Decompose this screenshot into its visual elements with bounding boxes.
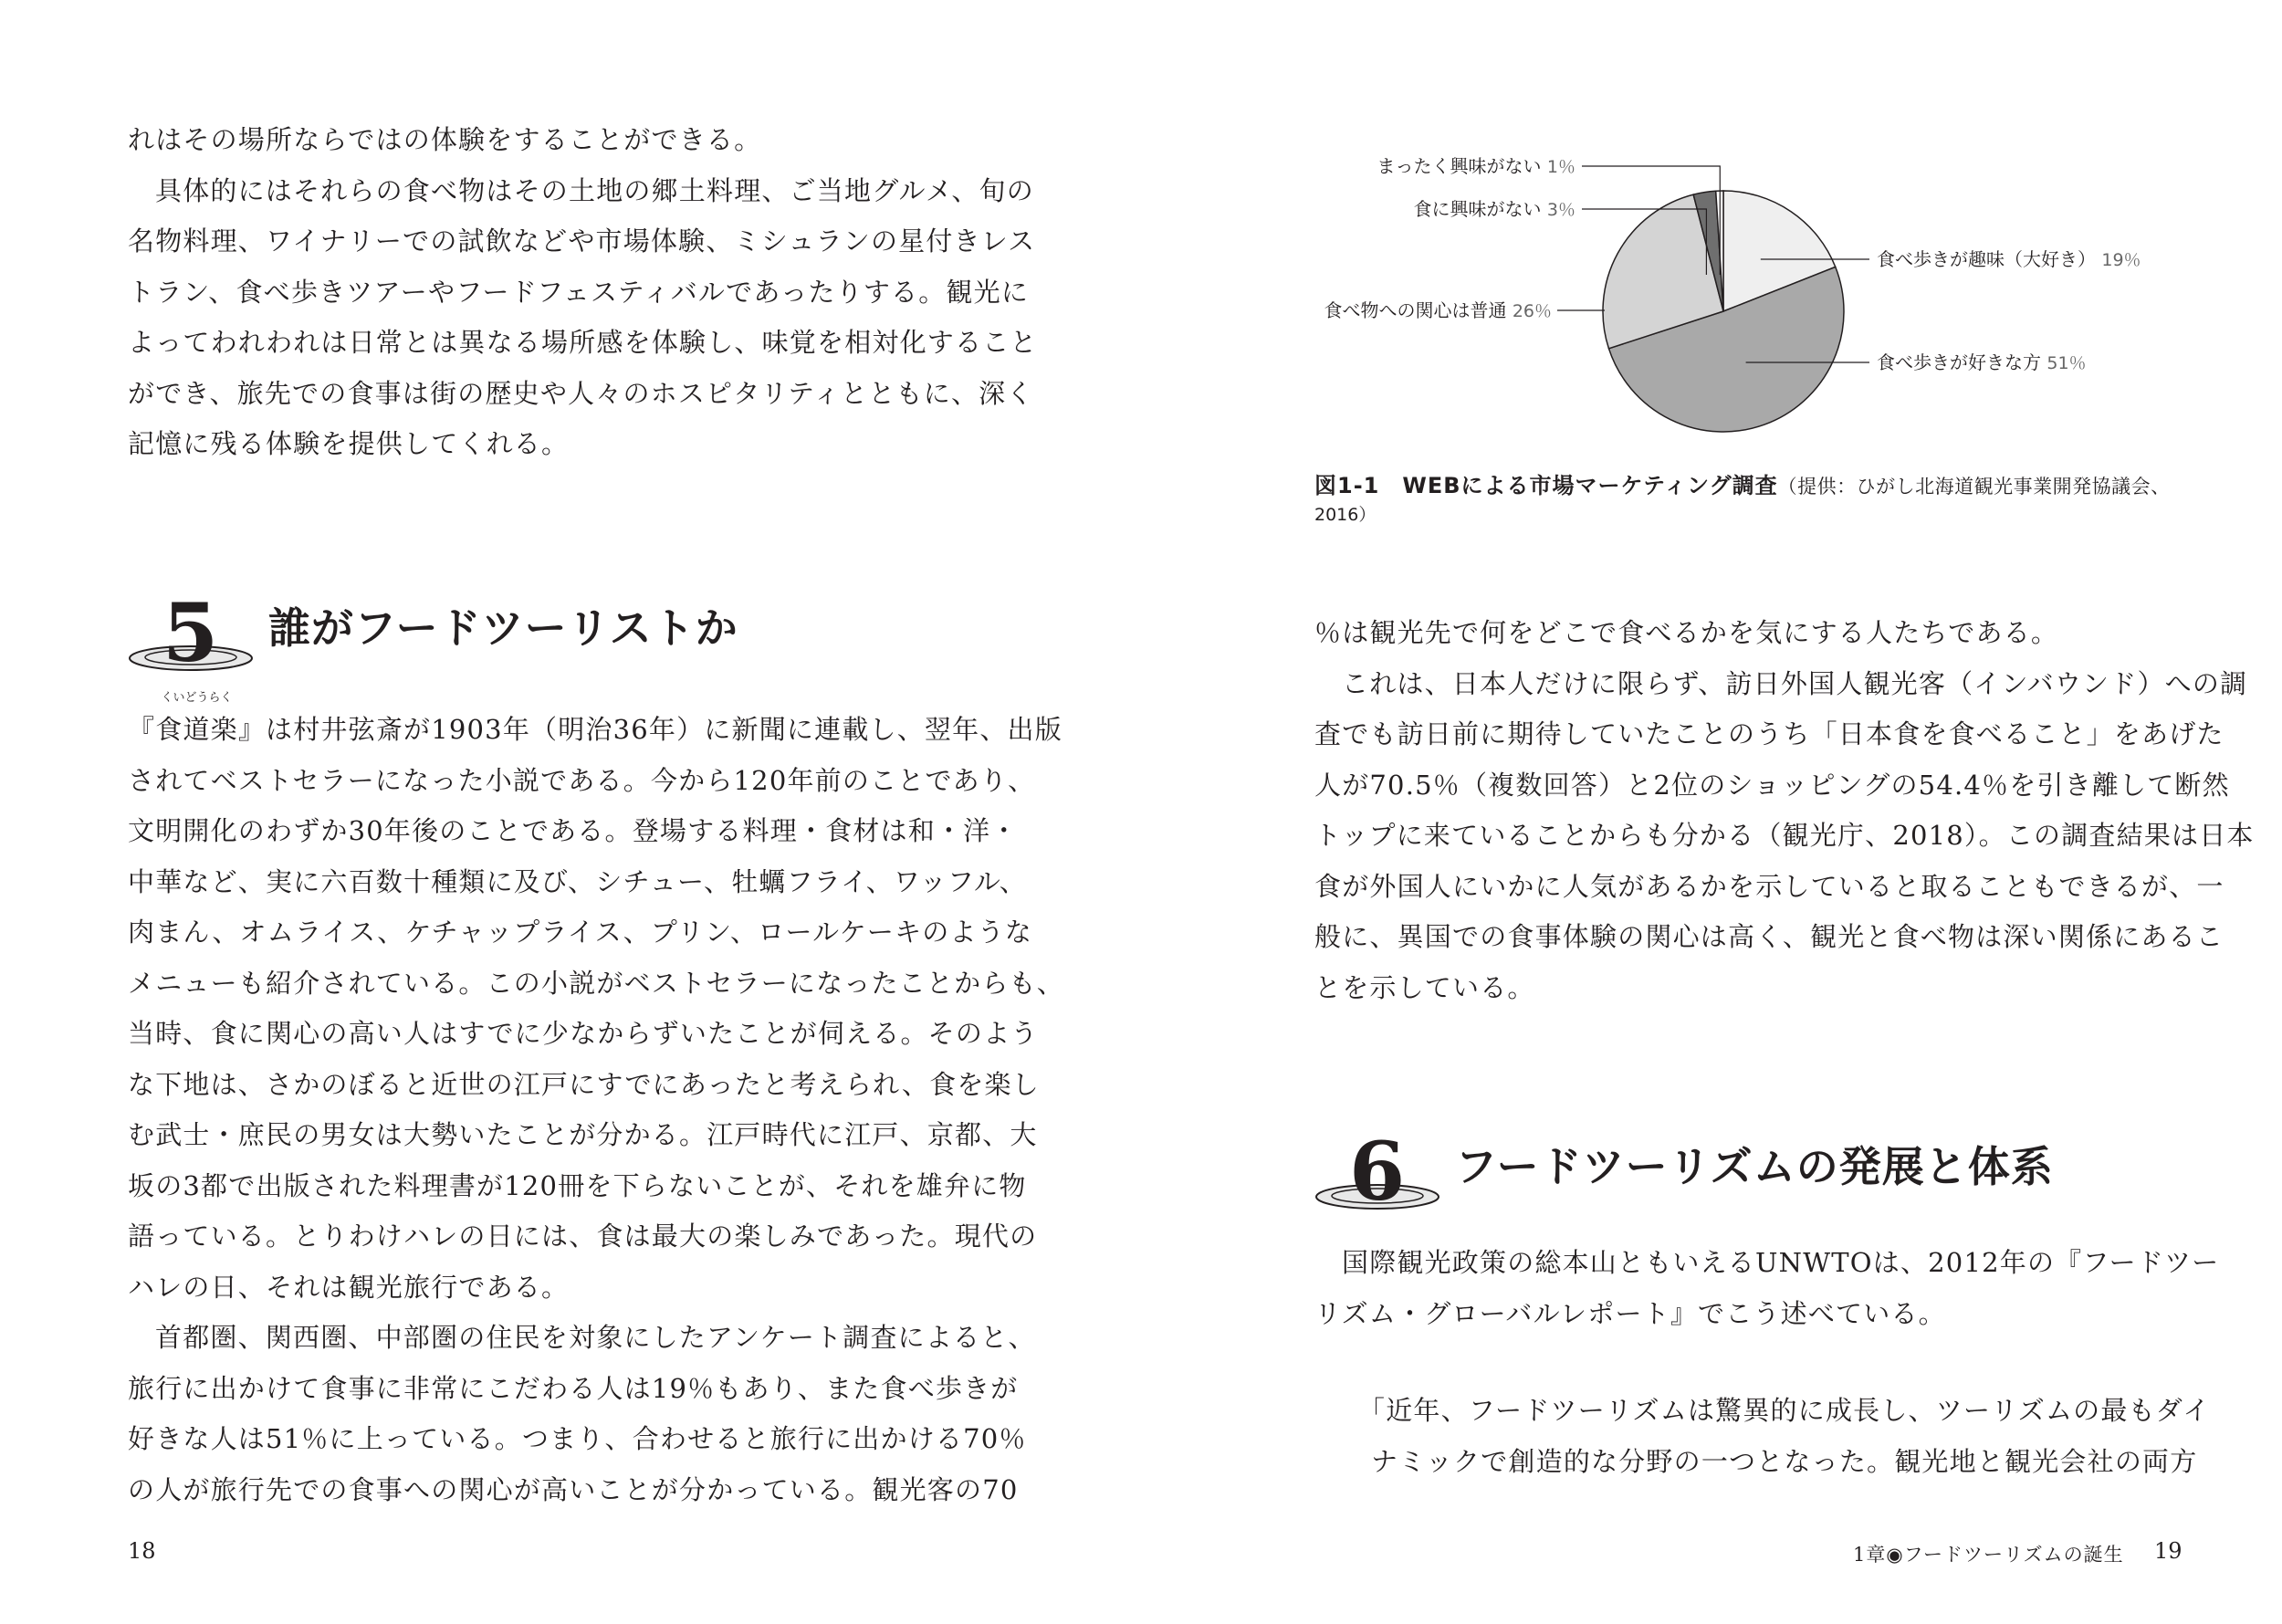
text-line: トップに来ていることからも分かる（観光庁、2018）。この調査結果は日本: [1314, 820, 2255, 851]
text-line: 「近年、フードツーリズムは驚異的に成長し、ツーリズムの最もダイ: [1358, 1395, 2211, 1426]
section-6-body: [1314, 1238, 2219, 1339]
slice-label: 食べ歩きが趣味（大好き） 19％: [1877, 248, 2141, 270]
text-line: 国際観光政策の総本山ともいえるUNWTOは、2012年の『フードツー: [1342, 1247, 2220, 1278]
text-line: よってわれわれは日常とは異なる場所感を体験し、味覚を相対化すること: [128, 327, 1038, 358]
page-number: 19: [2154, 1538, 2183, 1564]
slice-label: 食べ歩きが好きな方 51％: [1877, 351, 2087, 373]
text-line: トラン、食べ歩きツアーやフードフェスティバルであったりする。観光に: [128, 276, 1030, 308]
text-line: 具体的にはそれらの食べ物はその土地の郷土料理、ご当地グルメ、旬の: [155, 174, 1034, 206]
text-line: 査でも訪日前に期待していたことのうち「日本食を食べること」をあげた: [1314, 718, 2224, 749]
text-line: とを示している。: [1314, 971, 1535, 1003]
section-5-heading: [128, 575, 738, 680]
caption-year: 2016）: [1314, 505, 1377, 525]
text-line: 中華など、実に六百数十種類に及び、シチュー、牡蠣フライ、ワッフル、: [128, 865, 1028, 897]
text-line: 記憶に残る体験を提供してくれる。: [128, 428, 570, 459]
text-line: メニューも紹介されている。この小説がベストセラーになったことからも、: [128, 967, 1064, 999]
text-line: これは、日本人だけに限らず、訪日外国人観光客（インバウンド）への調: [1342, 667, 2248, 699]
text-line: な下地は、さかのぼると近世の江戸にすでにあったと考えられ、食を楽し: [128, 1068, 1040, 1100]
text-line: リズム・グローバルレポート』でこう述べている。: [1314, 1297, 1946, 1329]
text-line: ハレの日、それは観光旅行である。: [128, 1271, 570, 1303]
text-line: 首都圏、関西圏、中部圏の住民を対象にしたアンケート調査によると、: [155, 1322, 1036, 1353]
section-number: 6: [1349, 1124, 1406, 1219]
ruby-word: くいどうらく 食道楽: [155, 691, 238, 745]
section-number: 5: [162, 585, 219, 680]
text-line: 当時、食に関心の高い人はすでに少なからずいたことが伺える。そのよう: [128, 1018, 1039, 1049]
slice-label: まったく興味がない 1％: [1377, 155, 1575, 177]
text-line: 般に、異国での食事体験の関心は高く、観光と食べ物は深い関係にあるこ: [1314, 921, 2224, 952]
text-line: 食が外国人にいかに人気があるかを示していると取ることもできるが、一: [1314, 870, 2224, 902]
text-line: 好きな人は51％に上っている。つまり、合わせると旅行に出かける70％: [128, 1423, 1027, 1454]
text-line: 坂の3都で出版された料理書が120冊を下らないことが、それを雄弁に物: [128, 1169, 1027, 1201]
section-title: フードツーリズムの発展と体系: [1455, 1142, 2054, 1191]
section-6-heading: [1314, 1114, 2054, 1219]
section-5-body: [128, 691, 1064, 1515]
text-line: ％は観光先で何をどこで食べるかを気にする人たちである。: [1314, 617, 2059, 648]
text-line: 旅行に出かけて食事に非常にこだわる人は19％もあり、また食べ歩きが: [128, 1372, 1019, 1404]
text-line: 語っている。とりわけハレの日には、食は最大の楽しみであった。現代の: [128, 1221, 1038, 1252]
running-head: 1章◉フードツーリズムの誕生: [1853, 1544, 2124, 1566]
right-page: [1141, 0, 2282, 1624]
slice-label: 食べ物への関心は普通 26％: [1324, 299, 1552, 321]
text-line: 『 くいどうらく 食道楽』は村井弦斎が1903年（明治36年）に新聞に連載し、翌年、出版: [128, 705, 1064, 756]
ruby-reading: くいどうらく: [161, 691, 233, 705]
text-line: されてベストセラーになった小説である。今から120年前のことであり、: [128, 764, 1036, 796]
page-number: 18: [128, 1538, 156, 1564]
section-title: 誰がフードツーリストか: [268, 603, 738, 653]
text-line: ができ、旅先での食事は街の歴史や人々のホスピタリティとともに、深く: [128, 377, 1034, 409]
text-line: 名物料理、ワイナリーでの試飲などや市場体験、ミシュランの星付きレス: [128, 225, 1036, 257]
text-line: 人が70.5％（複数回答）と2位のショッピングの54.4％を引き離して断然: [1314, 769, 2230, 801]
paragraph-top: [128, 115, 1038, 470]
paragraph-right: [1314, 608, 2255, 1013]
text-line: 肉まん、オムライス、ケチャップライス、プリン、ロールケーキのような: [128, 917, 1033, 948]
text-line: の人が旅行先での食事への関心が高いことが分かっている。観光客の70: [128, 1473, 1019, 1505]
text-line: む武士・庶民の男女は大勢いたことが分かる。江戸時代に江戸、京都、大: [128, 1119, 1038, 1150]
quote-block: [1358, 1386, 2211, 1487]
caption-source: （提供：ひがし北海道観光事業開発協議会、: [1777, 476, 2171, 498]
text-line: ナミックで創造的な分野の一つとなった。観光地と観光会社の両方: [1371, 1445, 2198, 1477]
caption-title: 図1-1 WEBによる市場マーケティング調査: [1314, 473, 1778, 498]
text-line: れはその場所ならではの体験をすることができる。: [128, 124, 762, 155]
chart-caption: [1314, 467, 2182, 526]
slice-label: 食に興味がない 3％: [1413, 198, 1575, 220]
text-line: 文明開化のわずか30年後のことである。登場する料理・食材は和・洋・: [128, 815, 1019, 846]
pie-chart: [1141, 0, 2282, 475]
